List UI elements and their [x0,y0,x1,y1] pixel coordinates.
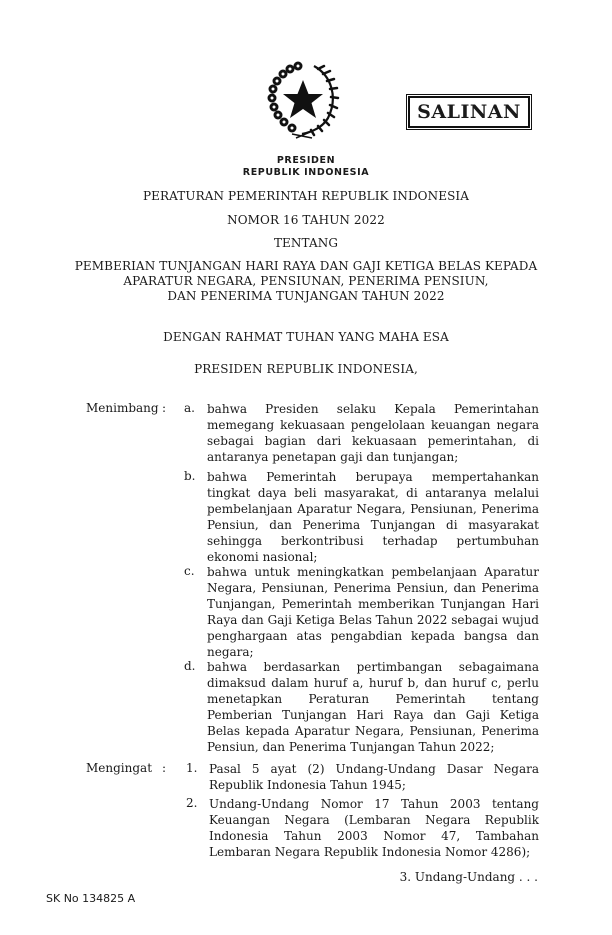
menimbang-colon: : [162,401,167,415]
mengingat-marker-1: 1. [186,761,198,775]
authority: PRESIDEN REPUBLIK INDONESIA, [194,362,418,376]
menimbang-marker-d: d. [184,659,196,673]
regulation-subject-line1: PEMBERIAN TUNJANGAN HARI RAYA DAN GAJI KETIGA BELAS KEPADA [74,259,538,273]
office-title-line2: REPUBLIK INDONESIA [242,167,370,178]
office-title-line1: PRESIDEN [276,155,336,166]
menimbang-item-b: bahwa Pemerintah berupaya mempertahankan tingkat daya beli masyarakat, di antaranya melalui pembelanjaan Aparatur Negara, Pensiunan, Penerima Pensiun, dan Penerima Tunjangan di masyarakat sehingga berkontribusi terhadap pertumbuhan ekonomi nasional; [207,470,539,564]
menimbang-marker-a: a. [184,401,195,415]
garuda-star-emblem-icon [262,58,342,140]
menimbang-item-d: bahwa berdasarkan pertimbangan sebagaimana dimaksud dalam huruf a, huruf b, dan huruf c, perlu menetapkan Peraturan Pemerintah tentang Pemberian Tunjangan Hari Raya dan Gaji Ketiga Belas kepada Aparatur Negara, Pensiunan, Penerima Pensiun, dan Penerima Tunjangan Tahun 2022; [207,660,539,754]
salinan-stamp: SALINAN [408,96,530,128]
regulation-subject-line3: DAN PENERIMA TUNJANGAN TAHUN 2022 [167,289,445,303]
mengingat-colon: : [162,761,167,775]
mengingat-label: Mengingat [86,761,153,775]
mengingat-marker-2: 2. [186,796,198,810]
menimbang-marker-b: b. [184,469,196,483]
menimbang-item-a: bahwa Presiden selaku Kepala Pemerintahan memegang kekuasaan pengelolaan keuangan negara sebagai bagian dari kekuasaan pemerintahan, di antaranya penetapan gaji dan tunjangan; [207,402,539,464]
regulation-type: PERATURAN PEMERINTAH REPUBLIK INDONESIA [142,189,470,203]
menimbang-label: Menimbang [86,401,159,415]
regulation-about: TENTANG [273,236,339,250]
regulation-number: NOMOR 16 TAHUN 2022 [227,213,385,227]
regulation-subject-line2: APARATUR NEGARA, PENSIUNAN, PENERIMA PENSIUN, [123,274,489,288]
menimbang-marker-c: c. [184,564,195,578]
mengingat-item-2: Undang-Undang Nomor 17 Tahun 2003 tentang Keuangan Negara (Lembaran Negara Republik Indonesia Tahun 2003 Nomor 47, Tambahan Lembaran Negara Republik Indonesia Nomor 4286); [209,797,539,859]
menimbang-item-c: bahwa untuk meningkatkan pembelanjaan Aparatur Negara, Pensiunan, Penerima Pensiun, dan Penerima Tunjangan, Pemerintah memberikan Tunjangan Hari Raya dan Gaji Ketiga Belas Tahun 2022 sebagai wujud penghargaan atas pengabdian kepada bangsa dan negara; [207,565,539,659]
sk-number: SK No 134825 A [46,892,136,905]
page-continuation: 3. Undang-Undang . . . [399,870,538,884]
invocation: DENGAN RAHMAT TUHAN YANG MAHA ESA [163,330,449,344]
mengingat-item-1: Pasal 5 ayat (2) Undang-Undang Dasar Negara Republik Indonesia Tahun 1945; [209,762,539,792]
